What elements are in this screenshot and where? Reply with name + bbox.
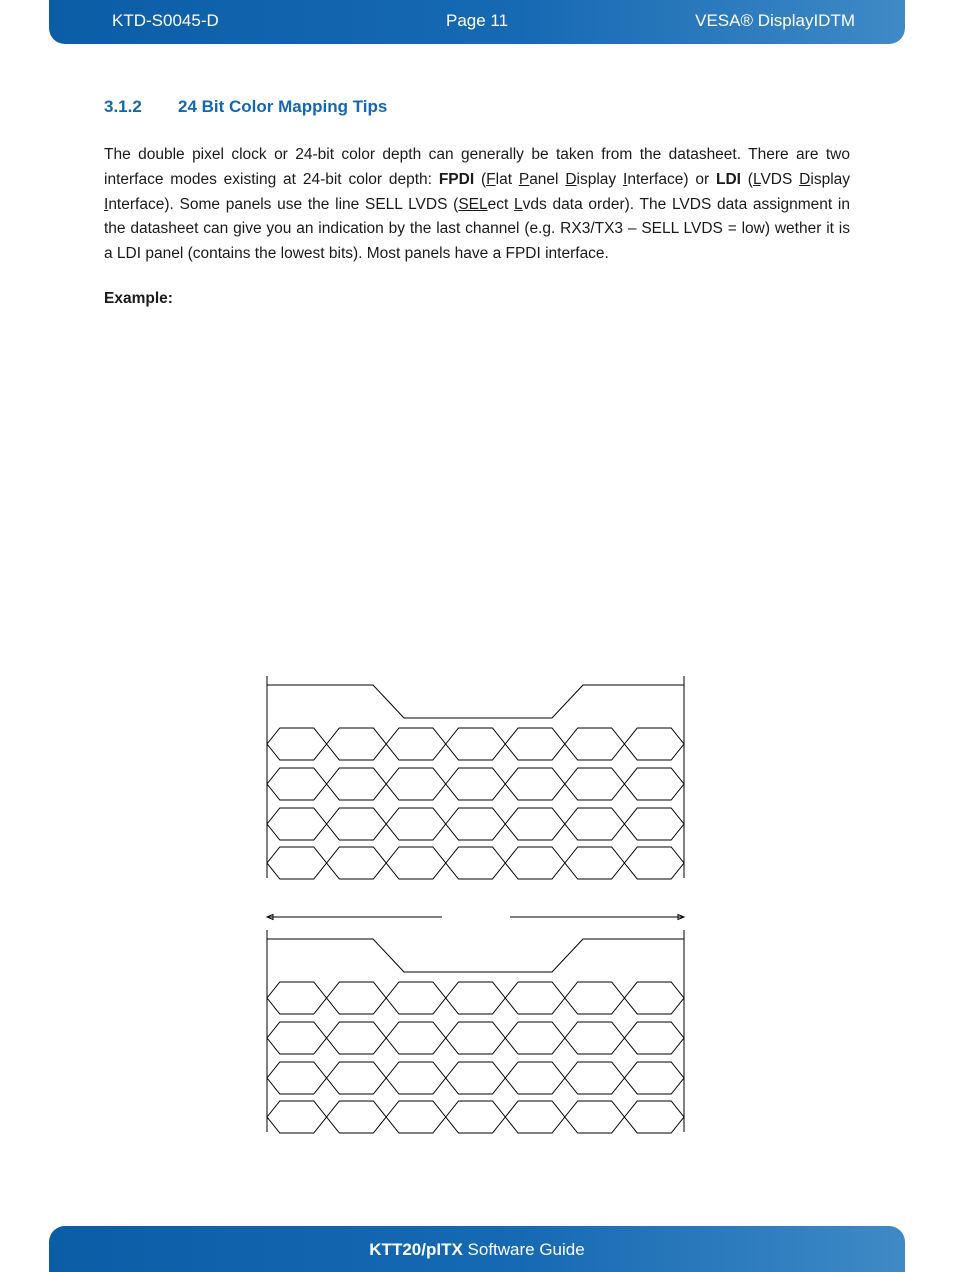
data-eye bbox=[386, 1022, 446, 1054]
guide-label: Software Guide bbox=[462, 1240, 585, 1259]
data-eye bbox=[565, 1062, 625, 1094]
text-run: ( bbox=[740, 170, 753, 188]
clock-waveform bbox=[267, 685, 684, 718]
data-eye bbox=[327, 728, 387, 760]
data-eye bbox=[505, 728, 565, 760]
section-heading bbox=[104, 97, 387, 117]
data-eye bbox=[386, 982, 446, 1014]
data-eye bbox=[446, 1022, 506, 1054]
data-eye bbox=[624, 847, 684, 879]
underlined-letter: L bbox=[752, 170, 761, 188]
data-eye bbox=[565, 808, 625, 840]
data-eye bbox=[267, 808, 327, 840]
data-eye bbox=[624, 982, 684, 1014]
lvds-timing-diagram bbox=[262, 670, 692, 1140]
data-eye bbox=[505, 847, 565, 879]
data-eye bbox=[267, 768, 327, 800]
data-eye bbox=[505, 808, 565, 840]
section-title: 24 Bit Color Mapping Tips bbox=[178, 97, 388, 116]
data-eye bbox=[505, 982, 565, 1014]
data-eye bbox=[446, 768, 506, 800]
data-eye bbox=[267, 1022, 327, 1054]
clock-waveform bbox=[267, 939, 684, 972]
data-eye bbox=[386, 808, 446, 840]
data-eye bbox=[386, 768, 446, 800]
example-label: Example: bbox=[104, 290, 173, 307]
data-eye bbox=[386, 1062, 446, 1094]
page-header bbox=[49, 0, 905, 44]
footer-title bbox=[49, 1240, 905, 1260]
text-run: isplay bbox=[576, 170, 624, 188]
data-eye bbox=[565, 728, 625, 760]
text-run: anel bbox=[529, 170, 566, 188]
underlined-letter: P bbox=[518, 170, 530, 188]
data-eye bbox=[327, 1101, 387, 1133]
data-eye bbox=[624, 728, 684, 760]
underlined-letter: D bbox=[799, 170, 811, 188]
data-eye bbox=[446, 1062, 506, 1094]
document-id: KTD-S0045-D bbox=[112, 11, 219, 30]
text-run: lat bbox=[495, 170, 519, 188]
data-eye bbox=[327, 1022, 387, 1054]
underlined-letter: I bbox=[623, 170, 628, 188]
data-eye bbox=[624, 1062, 684, 1094]
data-eye bbox=[327, 768, 387, 800]
data-eye bbox=[446, 847, 506, 879]
text-run: isplay bbox=[810, 170, 851, 188]
body-paragraph bbox=[104, 143, 850, 267]
data-eye bbox=[446, 808, 506, 840]
data-eye bbox=[327, 982, 387, 1014]
underlined-letters: SEL bbox=[458, 195, 488, 213]
page-footer bbox=[49, 1226, 905, 1272]
data-eye bbox=[565, 847, 625, 879]
data-eye bbox=[446, 1101, 506, 1133]
text-run: ect bbox=[487, 195, 515, 213]
data-eye bbox=[624, 808, 684, 840]
underlined-letter: F bbox=[486, 170, 496, 188]
data-eye bbox=[386, 1101, 446, 1133]
data-eye bbox=[386, 728, 446, 760]
data-eye bbox=[565, 982, 625, 1014]
data-eye bbox=[446, 728, 506, 760]
data-eye bbox=[505, 1062, 565, 1094]
data-eye bbox=[267, 847, 327, 879]
data-eye bbox=[505, 1022, 565, 1054]
data-eye bbox=[386, 847, 446, 879]
data-eye bbox=[267, 1101, 327, 1133]
fpdi-term: FPDI bbox=[438, 170, 475, 188]
data-eye bbox=[505, 1101, 565, 1133]
section-number: 3.1.2 bbox=[104, 97, 142, 116]
underlined-letter: D bbox=[565, 170, 577, 188]
data-eye bbox=[327, 1062, 387, 1094]
data-eye bbox=[446, 982, 506, 1014]
page-number: Page 11 bbox=[446, 11, 509, 30]
text-run: ( bbox=[474, 170, 487, 188]
text-run: nterface). Some panels use the line SELL LVDS ( bbox=[108, 195, 459, 213]
text-run: The double pixel clock or 24-bit color depth can generally be taken from the datasheet. There are two interface modes existing at 24-bit color depth: bbox=[104, 146, 850, 188]
text-run: VDS bbox=[760, 170, 800, 188]
header-section-title: VESA® DisplayIDTM bbox=[695, 11, 855, 30]
data-eye bbox=[624, 768, 684, 800]
data-eye bbox=[327, 808, 387, 840]
text-run: nterface) or bbox=[627, 170, 716, 188]
data-eye bbox=[565, 1101, 625, 1133]
data-eye bbox=[267, 982, 327, 1014]
data-eye bbox=[565, 1022, 625, 1054]
data-eye bbox=[624, 1101, 684, 1133]
data-eye bbox=[267, 1062, 327, 1094]
ldi-term: LDI bbox=[715, 170, 741, 188]
underlined-letter: I bbox=[104, 195, 109, 213]
product-name: KTT20/pITX bbox=[369, 1240, 463, 1259]
data-eye bbox=[505, 768, 565, 800]
data-eye bbox=[624, 1022, 684, 1054]
data-eye bbox=[327, 847, 387, 879]
underlined-letter: L bbox=[514, 195, 523, 213]
text-run: vds data order). The LVDS data assignment in the datasheet can give you an indication by the last channel (e.g. RX3/TX3 – SELL LVDS = low) wether it is a LDI panel (contains the lowest bits). Most panels have a FPDI interface. bbox=[104, 195, 850, 263]
data-eye bbox=[267, 728, 327, 760]
data-eye bbox=[565, 768, 625, 800]
